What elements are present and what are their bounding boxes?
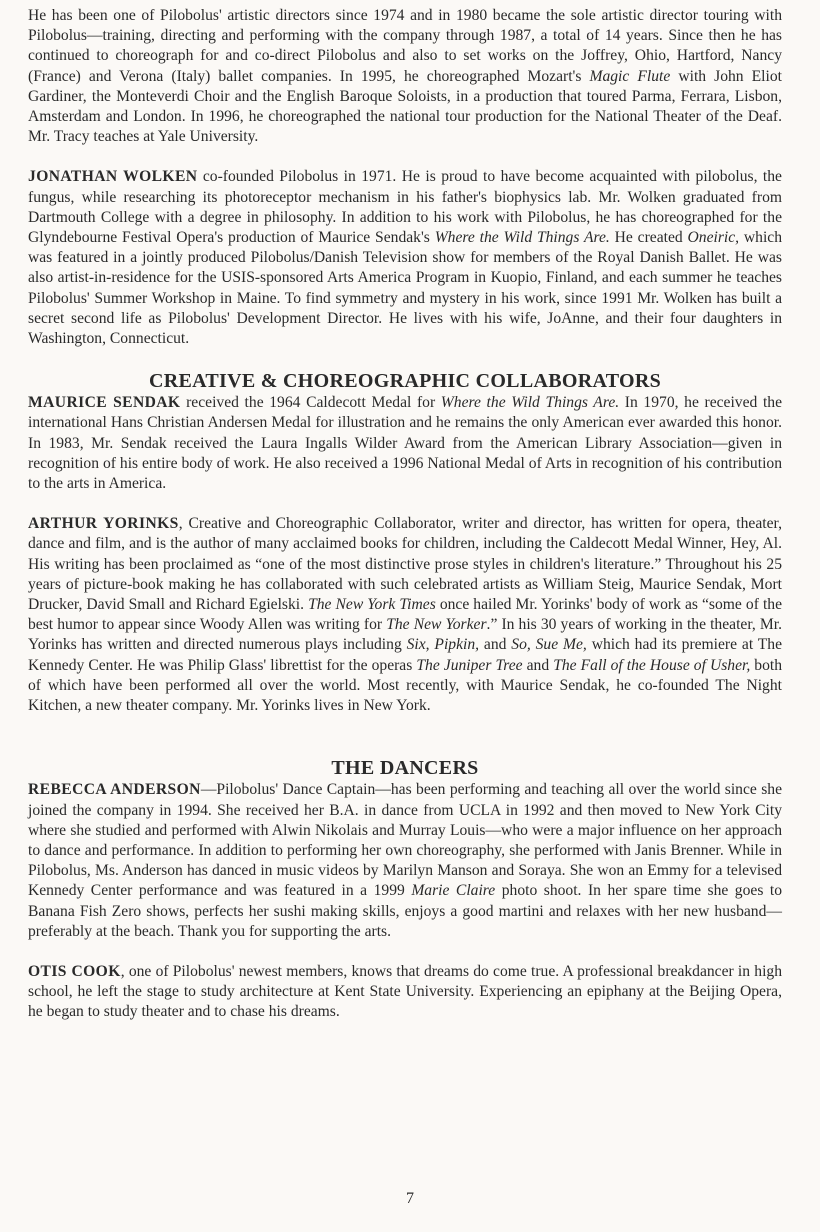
body-text: both of which have been performed all over the world. Most recently, with Maurice Sendak, he co-founded The Night Kitchen, a new theater company. Mr. Yorinks lives in New York. [28,656,782,715]
bio-wolken-paragraph [28,167,782,349]
body-text: and [522,656,554,674]
bio-cook-paragraph [28,962,782,1023]
body-text: —Pilobolus' Dance Captain—has been performing and teaching all over the world since she joined the company in 1994. She received her B.A. in dance from UCLA in 1992 and then moved to New York City where she studied and performed with Alwin Nikolais and Murray Louis—who were a major influence on her approach to dance and performance. In addition to performing her own choreography, she performed with Janis Brenner. While in Pilobolus, Ms. Anderson has danced in music videos by Marilyn Manson and Soraya. She won an Emmy for a televised Kennedy Center performance and was featured in a 1999 [28,781,782,900]
person-name: REBECCA ANDERSON [28,781,201,799]
body-text: photo shoot. In her spare time she goes to Banana Fish Zero shows, perfects her sushi making skills, enjoys a good martini and relaxes with her new husband—preferably at the beach. Thank you for supporting the arts. [28,882,783,940]
work-title: The Juniper Tree [416,656,523,674]
person-name: OTIS COOK [28,962,121,980]
body-text: .” In his 30 years of working in the theater, Mr. Yorinks has written and directed numerous plays including [28,616,782,654]
section-heading-collaborators: CREATIVE & CHOREOGRAPHIC COLLABORATORS [148,370,661,393]
body-text: with John Eliot Gardiner, the Monteverdi Choir and the English Baroque Soloists, in a production that toured Parma, Ferrara, Lisbon, Amsterdam and London. In 1996, he choreographed the national tour production for the National Theater of the Deaf. Mr. Tracy teaches at Yale University. [28,67,782,146]
person-name: ARTHUR YORINKS [28,515,179,533]
body-text: He has been one of Pilobolus' artistic directors since 1974 and in 1980 became the sole artistic director touring with Pilobolus—training, directing and performing with the company through 1987, a total of 14 years. Since then he has continued to choreograph for and co-direct Pilobolus and also to set works on the Joffrey, Ohio, Hartford, Nancy (France) and Verona (Italy) ballet companies. In 1995, he choreographed Mozart's [28,7,782,85]
work-title: Magic Flute [589,67,671,85]
bio-sendak-paragraph [28,393,782,494]
body-text: which was featured in a jointly produced Pilobolus/Danish Television show for members of the Royal Danish Ballet. He was also artist-in-residence for the USIS-sponsored Arts America Program in Kuopio, Finland, and each summer he teaches Pilobolus' Summer Workshop in Maine. To find symmetry and mystery in his work, since 1991 Mr. Wolken has built a secret second life as Pilobolus' Development Director. He lives with his wife, JoAnne, and their four daughters in Washington, Connecticut. [28,229,783,348]
body-text: received the 1964 Caldecott Medal for [180,394,441,412]
body-text: co-founded Pilobolus in 1971. He is proud to have become acquainted with pilobolus, the fungus, while researching its photoreceptor mechanism in his father's biophysics lab. Mr. Wolken graduated from Dartmouth College with a degree in philosophy. In addition to his work with Pilobolus, he has choreographed for the Glyndebourne Festival Opera's production of Maurice Sendak's [28,168,782,247]
bio-anderson-paragraph [28,780,782,942]
person-name: JONATHAN WOLKEN [28,168,198,186]
work-title: Where the Wild Things Are. [440,394,620,412]
work-title: Six, Pipkin, [406,636,480,654]
work-title: The New Yorker [386,616,487,634]
bio-tracy-paragraph [28,6,782,147]
work-title: The Fall of the House of Usher, [553,656,751,674]
body-text: In 1970, he received the international Hans Christian Andersen Medal for illustration and he remains the only American ever awarded this honor. In 1983, Mr. Sendak received the Laura Ingalls Wilder Award from the American Library Association—given in recognition of his entire body of work. He also received a 1996 National Medal of Arts in recognition of his contribution to the arts in America. [28,394,783,493]
work-title: Oneiric, [687,229,740,247]
body-text: and [479,636,512,654]
section-heading-dancers: THE DANCERS [331,757,479,780]
body-text: , Creative and Choreographic Collaborator, writer and director, has written for opera, theater, dance and film, and is the author of many acclaimed books for children, including the Caldecott Medal Winner, Hey, Al. His writing has been proclaimed as “one of the most distinctive prose styles in children's literature.” Throughout his 25 years of picture-book making he has collaborated with such celebrated artists as William Steig, Maurice Sendak, Mort Drucker, David Small and Richard Egielski. [28,515,782,614]
page-number: 7 [406,1190,414,1207]
body-text: He created [609,229,688,247]
work-title: The New York Times [308,596,436,614]
bio-yorinks-paragraph [28,514,782,716]
work-title: So, Sue Me, [511,636,587,654]
person-name: MAURICE SENDAK [28,394,181,412]
body-text: , one of Pilobolus' newest members, knows that dreams do come true. A professional breakdancer in high school, he left the stage to study architecture at Kent State University. Experiencing an epiphany at the Beijing Opera, he began to study theater and to chase his dreams. [28,962,782,1021]
body-text: which had its premiere at The Kennedy Center. He was Philip Glass' librettist for the operas [28,636,782,674]
body-text: once hailed Mr. Yorinks' body of work as “some of the best humor to appear since Woody Allen was writing for [28,596,782,634]
work-title: Where the Wild Things Are. [434,229,610,247]
work-title: Marie Claire [411,882,496,900]
